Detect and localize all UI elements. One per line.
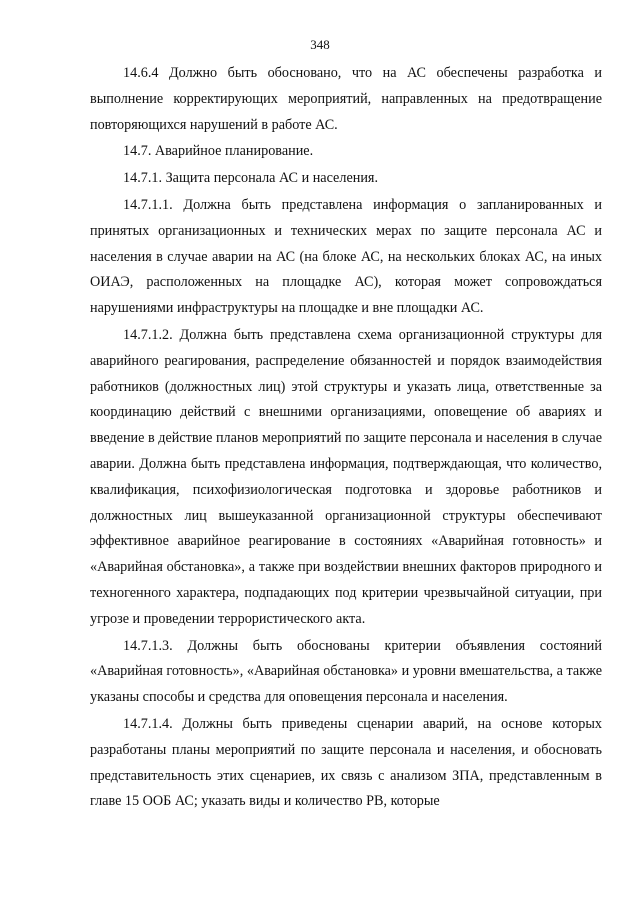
heading-14-7: 14.7. Аварийное планирование. — [123, 143, 314, 160]
paragraph-14-7-1-2: 14.7.1.2. Должна быть представлена схема организационной структуры для аварийного реагирования, распределение обязанностей и порядок взаимодействия работников (должностных лиц) этой структуры и указать лица, ответственные за координацию действий с внешними организациями, оповещение об авариях и введение в действие планов мероприятий по защите персонала и населения в случае аварии. Должна быть представлена информация, подтверждающая, что количество, квалификация, психофизиологическая подготовка и здоровье работников и должностных лиц вышеуказанной организационной структуры обеспечивают эффективное аварийное реагирование в состояниях «Аварийная готовность» и «Аварийная обстановка», а также при воздействии внешних факторов природного и техногенного характера, подпадающих под критерии чрезвычайной ситуации, при угрозе и проведении террористического акта. — [90, 326, 602, 627]
page-number: 348 — [310, 37, 330, 52]
heading-14-7-1: 14.7.1. Защита персонала АС и населения. — [123, 170, 378, 187]
paragraph-14-7-1-1: 14.7.1.1. Должна быть представлена информация о запланированных и принятых организационных и технических мерах по защите персонала АС и населения в случае аварии на АС (на блоке АС, на нескольких блоках АС, на иных ОИАЭ, расположенных на площадке АС), которая может сопровождаться нарушениями инфраструктуры на площадке и вне площадки АС. — [90, 196, 602, 317]
document-body — [90, 61, 602, 815]
paragraph-14-6-4: 14.6.4 Должно быть обосновано, что на АС обеспечены разработка и выполнение корректирующих мероприятий, направленных на предотвращение повторяющихся нарушений в работе АС. — [90, 65, 602, 133]
paragraph-14-7-1-3: 14.7.1.3. Должны быть обоснованы критерии объявления состояний «Аварийная готовность», «Аварийная обстановка» и уровни вмешательства, а также указаны способы и средства для оповещения персонала и населения. — [90, 637, 602, 706]
paragraph-14-7-1-4: 14.7.1.4. Должны быть приведены сценарии аварий, на основе которых разработаны планы мероприятий по защите персонала и населения, и обосновать представительность этих сценариев, их связь с анализом ЗПА, представленным в главе 15 ООБ АС; указать виды и количество РВ, которые — [90, 715, 602, 810]
